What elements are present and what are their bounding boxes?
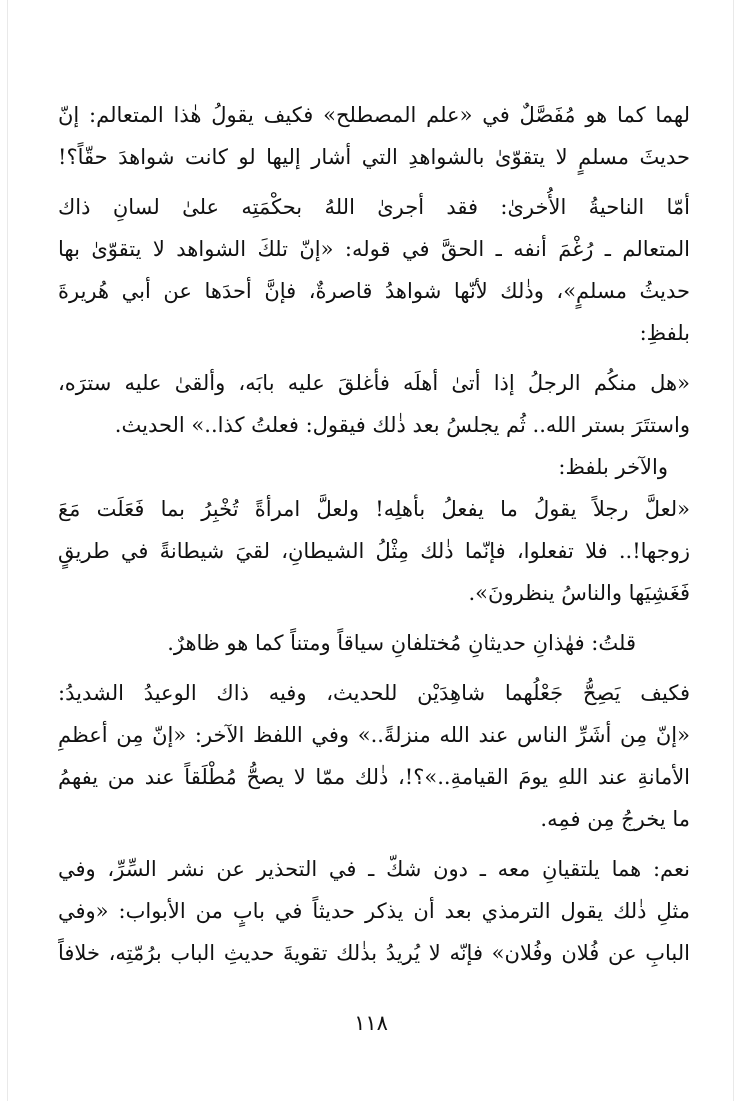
text-line: قلتُ: فهٰذانِ حديثانِ مُختلفانِ سياقاً ومتناً كما هو ظاهرٌ.	[167, 631, 636, 655]
text-line: مثلِ ذٰلك يقول الترمذي بعد أن يذكر حديثاً في بابٍ من الأبواب: «وفي	[58, 899, 690, 923]
text-line: المتعالم ـ رُغْمَ أنفه ـ الحقَّ في قوله: «إنّ تلكَ الشواهد لا يتقوّىٰ بها	[58, 237, 690, 261]
quote-line: فَغَشِيَها والناسُ ينظرونَ».	[468, 581, 690, 605]
text-line: البابِ عن فُلان وفُلان» فإنّه لا يُريدُ بذٰلك تقويةَ حديثِ الباب برُمّتِه، خلافاً	[58, 941, 690, 965]
quote-line: واستتَرَ بستر الله.. ثُم يجلسُ بعد ذٰلك فيقول: فعلتُ كذا..» الحديث.	[114, 413, 690, 437]
text-line: نعم: هما يلتقيانِ معه ـ دون شكّ ـ في التحذير عن نشر السِّرِّ، وفي	[58, 857, 690, 881]
text-line: الأمانةِ عند اللهِ يومَ القيامةِ..»؟!، ذٰلك ممّا لا يصحُّ مُطْلَقاً عند من يفهمُ	[58, 765, 690, 789]
quote-line: زوجها!.. فلا تفعلوا، فإنّما ذٰلك مِثْلُ الشيطانِ، لقيَ شيطانةً في طريقٍ	[58, 539, 690, 563]
text-line: فكيف يَصِحُّ جَعْلُهما شاهِدَيْن للحديث، وفيه ذاك الوعيدُ الشديدُ:	[58, 681, 690, 705]
quote-line: «لعلَّ رجلاً يقولُ ما يفعلُ بأهلِه! ولعلَّ امرأةً تُخْبِرُ بما فَعَلَت مَعَ	[58, 497, 690, 521]
page-number: ١١٨	[354, 1011, 388, 1035]
text-line: «إنّ مِن أشَرِّ الناس عند الله منزلةً..» وفي اللفظ الآخر: «إنّ مِن أعظمِ	[58, 723, 690, 747]
scan-edge-left	[7, 0, 8, 1101]
text-line: لهما كما هو مُفَصَّلٌ في «علم المصطلح» فكيف يقولُ هٰذا المتعالم: إنّ	[58, 103, 690, 127]
page-text	[58, 94, 690, 974]
text-line: بلفظِ:	[639, 321, 690, 345]
text-line: ما يخرجُ مِن فمِه.	[540, 807, 690, 831]
text-line: حديثُ مسلمٍ»، وذٰلك لأنّها شواهدُ قاصرةٌ، فإنَّ أحدَها عن أبي هُريرةَ	[58, 279, 690, 303]
text-line: أمّا الناحيةُ الأُخرىٰ: فقد أجرىٰ اللهُ بحكْمَتِه علىٰ لسانِ ذاك	[58, 195, 690, 219]
text-line: حديثَ مسلمٍ لا يتقوّىٰ بالشواهدِ التي أشار إليها لو كانت شواهدَ حقّاً؟!	[58, 145, 690, 169]
text-line: والآخر بلفظ:	[558, 455, 668, 479]
quote-line: «هل منكُم الرجلُ إذا أتىٰ أهلَه فأغلقَ عليه بابَه، وألقىٰ عليه سترَه،	[58, 371, 690, 395]
scan-edge-right	[733, 0, 734, 1101]
